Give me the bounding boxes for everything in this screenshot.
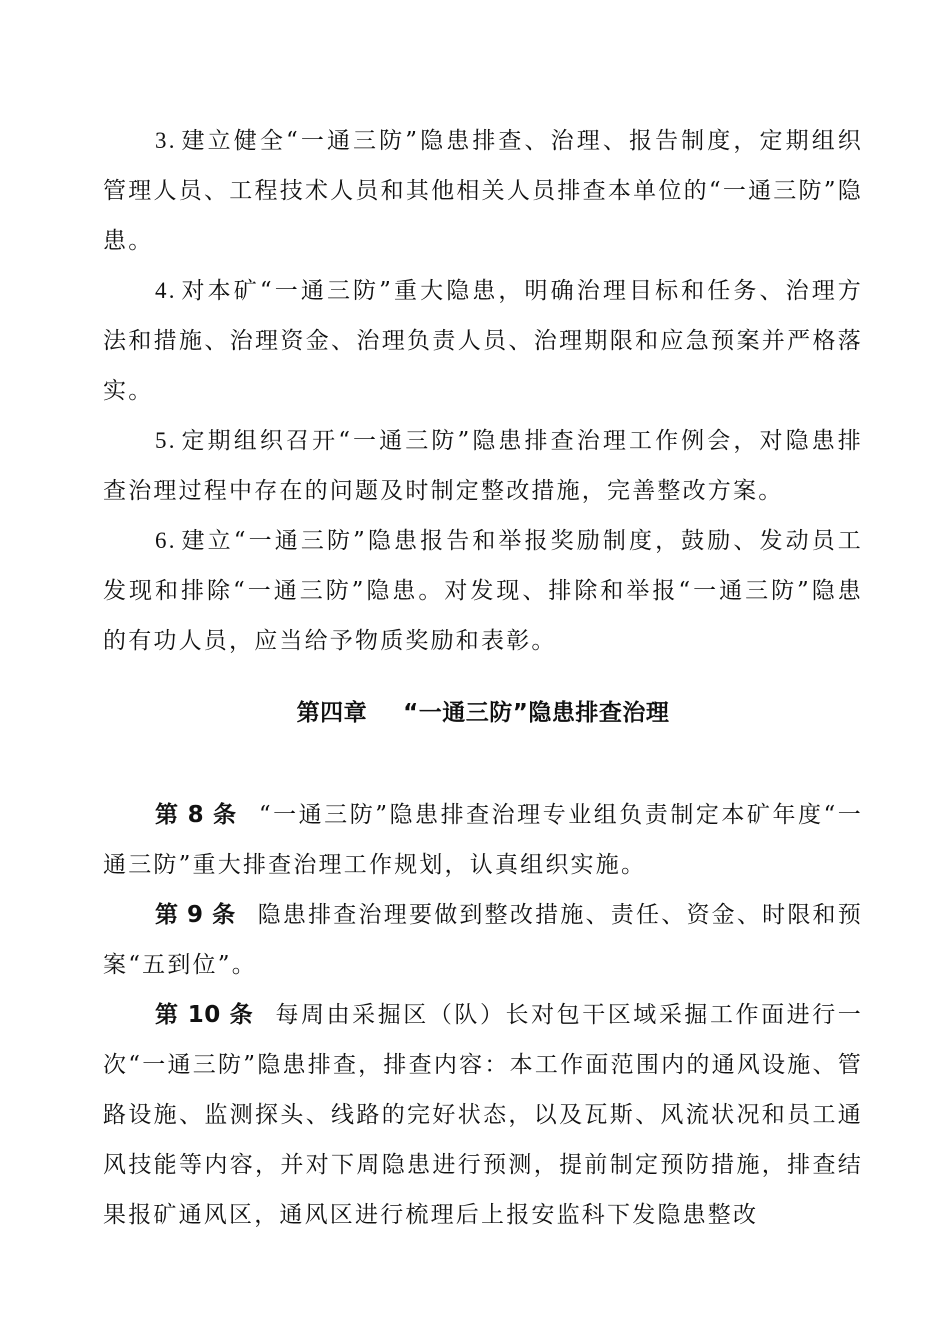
- article-label: 第 8 条: [155, 802, 237, 828]
- list-item-text: 定期组织召开“一通三防”隐患排查治理工作例会，对隐患排查治理过程中存在的问题及时制定整改措施，完善整改方案。: [103, 428, 863, 504]
- list-item-text: 对本矿“一通三防”重大隐患，明确治理目标和任务、治理方法和措施、治理资金、治理负责人员、治理期限和应急预案并严格落实。: [103, 278, 863, 404]
- list-item-number: 6.: [155, 528, 177, 553]
- article-label: 第 9 条: [155, 902, 236, 928]
- document-body: [103, 116, 863, 1240]
- article-label: 第 10 条: [155, 1002, 254, 1028]
- list-item-text: 建立健全“一通三防”隐患排查、治理、报告制度，定期组织管理人员、工程技术人员和其他相关人员排查本单位的“一通三防”隐患。: [103, 128, 863, 254]
- list-item-number: 4.: [155, 278, 177, 303]
- article-text: “一通三防”隐患排查治理专业组负责制定本矿年度“一通三防”重大排查治理工作规划，认真组织实施。: [103, 802, 863, 878]
- chapter-title: “一通三防”隐患排查治理: [403, 700, 670, 726]
- list-item-number: 5.: [155, 428, 177, 453]
- chapter-heading: [103, 688, 863, 738]
- list-item-text: 建立“一通三防”隐患报告和举报奖励制度，鼓励、发动员工发现和排除“一通三防”隐患。对发现、排除和举报“一通三防”隐患的有功人员，应当给予物质奖励和表彰。: [103, 528, 863, 654]
- list-item-4: [103, 266, 863, 416]
- list-item-5: [103, 416, 863, 516]
- article-10: [103, 990, 863, 1240]
- article-text: 隐患排查治理要做到整改措施、责任、资金、时限和预案“五到位”。: [103, 902, 863, 978]
- list-item-number: 3.: [155, 128, 177, 153]
- list-item-3: [103, 116, 863, 266]
- article-8: [103, 790, 863, 890]
- chapter-number: 第四章: [296, 700, 368, 726]
- article-text: 每周由采掘区（队）长对包干区域采掘工作面进行一次“一通三防”隐患排查，排查内容：本工作面范围内的通风设施、管路设施、监测探头、线路的完好状态，以及瓦斯、风流状况和员工通风技能等内容，并对下周隐患进行预测，提前制定预防措施，排查结果报矿通风区，通风区进行梳理后上报安监科下发隐患整改: [103, 1002, 863, 1228]
- list-item-6: [103, 516, 863, 666]
- article-9: [103, 890, 863, 990]
